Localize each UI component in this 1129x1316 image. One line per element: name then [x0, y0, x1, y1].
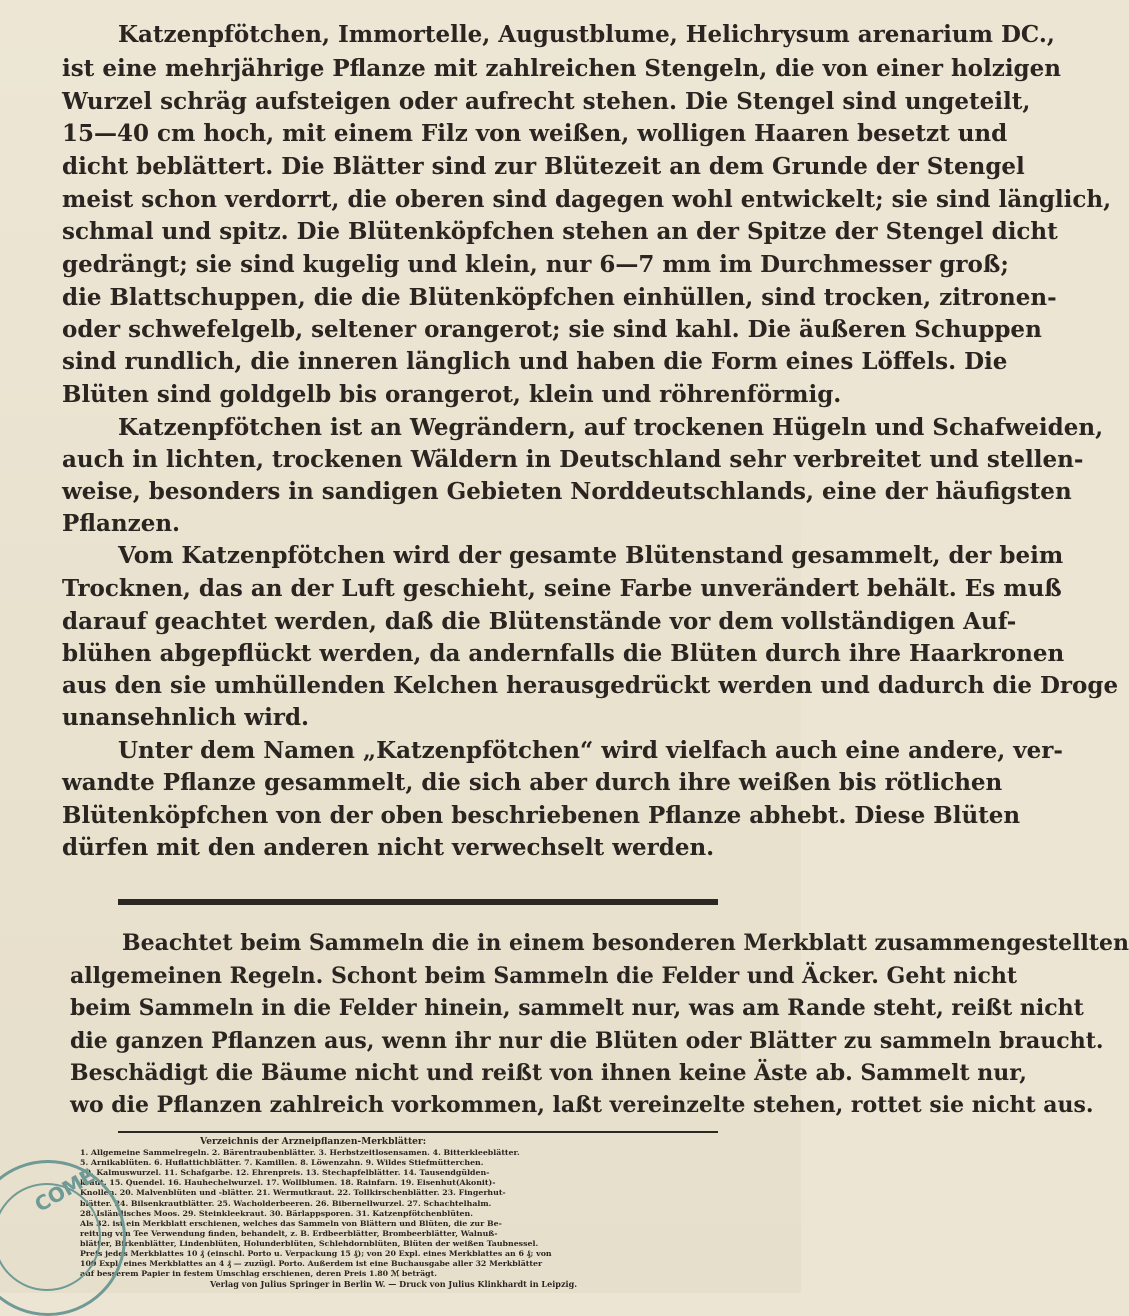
- text-line: darauf geachtet werden, daß die Blütenstände vor dem vollständigen Auf-: [62, 608, 1017, 635]
- text-line: dicht beblättert. Die Blätter sind zur Blütezeit an dem Grunde der Stengel: [62, 153, 1025, 180]
- text-line: wo die Pflanzen zahlreich vorkommen, laßt vereinzelte stehen, rottet sie nicht aus.: [70, 1092, 1094, 1118]
- index-line: kraut. 15. Quendel. 16. Hauhechelwurzel. 17. Wollblumen. 18. Rainfarn. 19. Eisenhut(Akonit)-: [80, 1178, 496, 1188]
- index-line: 28. Isländisches Moos. 29. Steinkleekraut. 30. Bärlappsporen. 31. Katzenpfötchenblüten.: [80, 1208, 473, 1218]
- text-line: Pflanzen.: [62, 510, 181, 537]
- index-line: 1. Allgemeine Sammelregeln. 2. Bärentraubenblätter. 3. Herbstzeitlosensamen. 4. Bitterkleeblätter.: [80, 1148, 520, 1158]
- text-line: schmal und spitz. Die Blütenköpfchen stehen an der Spitze der Stengel dicht: [62, 218, 1058, 245]
- text-line: allgemeinen Regeln. Schont beim Sammeln die Felder und Äcker. Geht nicht: [70, 963, 1018, 989]
- text-line: Blütenköpfchen von der oben beschriebenen Pflanze abhebt. Diese Blüten: [62, 802, 1021, 829]
- index-line: auf besserem Papier in festem Umschlag erschienen, deren Preis 1.80 ℳ beträgt.: [80, 1269, 437, 1279]
- index-line: blätter, Birkenblätter, Lindenblüten, Holunderblüten, Schlehdornblüten, Blüten der weißen Taubnessel.: [80, 1239, 539, 1248]
- text-line: Katzenpfötchen, Immortelle, Augustblume, Helichrysum arenarium DC.,: [118, 21, 1055, 48]
- text-line: dürfen mit den anderen nicht verwechselt werden.: [62, 834, 715, 861]
- text-line: blühen abgepflückt werden, da andernfalls die Blüten durch ihre Haarkronen: [62, 640, 1065, 667]
- divider-thin: [118, 1131, 718, 1133]
- index-line: Als 32. ist ein Merkblatt erschienen, welches das Sammeln von Blättern und Blüten, die zur Be-: [80, 1218, 502, 1228]
- index-line: 100 Expl. eines Merkblattes an 4 ₰ — zuzügl. Porto. Außerdem ist eine Buchausgabe aller 32 Merkblätter: [80, 1259, 543, 1269]
- publisher-line: Verlag von Julius Springer in Berlin W. — Druck von Julius Klinkhardt in Leipzig.: [210, 1279, 578, 1290]
- index-line: reitung von Tee Verwendung finden, behandelt, z. B. Erdbeerblätter, Brombeerblätter, Walnuß-: [80, 1228, 498, 1238]
- text-line: Trocknen, das an der Luft geschieht, seine Farbe unverändert behält. Es muß: [62, 575, 1062, 602]
- text-line: 15—40 cm hoch, mit einem Filz von weißen, wolligen Haaren besetzt und: [62, 120, 1008, 147]
- text-line: Unter dem Namen „Katzenpfötchen“ wird vielfach auch eine andere, ver-: [118, 737, 1063, 764]
- text-line: Vom Katzenpfötchen wird der gesamte Blütenstand gesammelt, der beim: [118, 542, 1064, 569]
- text-line: Blüten sind goldgelb bis orangerot, klein und röhrenförmig.: [62, 381, 842, 408]
- index-line: 5. Arnikablüten. 6. Huflattichblätter. 7. Kamillen. 8. Löwenzahn. 9. Wildes Stiefmütterchen.: [80, 1158, 484, 1168]
- index-line: 10. Kalmuswurzel. 11. Schafgarbe. 12. Ehrenpreis. 13. Stechapfelblätter. 14. Tausendgülden-: [80, 1168, 490, 1178]
- text-line: Wurzel schräg aufsteigen oder aufrecht stehen. Die Stengel sind ungeteilt,: [62, 88, 1031, 115]
- text-line: auch in lichten, trockenen Wäldern in Deutschland sehr verbreitet und stellen-: [62, 446, 1084, 473]
- text-line: meist schon verdorrt, die oberen sind dagegen wohl entwickelt; sie sind länglich,: [62, 186, 1112, 213]
- text-line: die ganzen Pflanzen aus, wenn ihr nur die Blüten oder Blätter zu sammeln braucht.: [70, 1028, 1104, 1054]
- text-line: wandte Pflanze gesammelt, die sich aber durch ihre weißen bis rötlichen: [62, 769, 1003, 796]
- index-line: blätter. 24. Bilsenkrautblätter. 25. Wacholderbeeren. 26. Bibernellwurzel. 27. Schachtelhalm.: [80, 1198, 492, 1208]
- text-line: ist eine mehrjährige Pflanze mit zahlreichen Stengeln, die von einer holzigen: [62, 55, 1061, 82]
- text-line: Beachtet beim Sammeln die in einem besonderen Merkblatt zusammengestellten: [122, 930, 1129, 956]
- text-line: die Blattschuppen, die die Blütenköpfchen einhüllen, sind trocken, zitronen-: [62, 284, 1057, 311]
- index-line: Knollen. 20. Malvenblüten und -blätter. 21. Wermutkraut. 22. Tollkirschenblätter. 23. Fingerhut-: [80, 1188, 506, 1198]
- text-line: unansehnlich wird.: [62, 704, 310, 731]
- divider-thick: [118, 899, 718, 905]
- text-line: sind rundlich, die inneren länglich und haben die Form eines Löffels. Die: [62, 348, 1008, 375]
- stamp-text: COME: [30, 1163, 99, 1217]
- index-title: Verzeichnis der Arzneipflanzen-Merkblätter:: [200, 1136, 427, 1147]
- text-line: weise, besonders in sandigen Gebieten Norddeutschlands, eine der häufigsten: [62, 478, 1072, 505]
- text-line: Beschädigt die Bäume nicht und reißt von ihnen keine Äste ab. Sammelt nur,: [70, 1060, 1027, 1086]
- text-line: aus den sie umhüllenden Kelchen herausgedrückt werden und dadurch die Droge: [62, 672, 1119, 699]
- text-line: oder schwefelgelb, seltener orangerot; sie sind kahl. Die äußeren Schuppen: [62, 316, 1042, 343]
- text-line: gedrängt; sie sind kugelig und klein, nur 6—7 mm im Durchmesser groß;: [62, 251, 1009, 278]
- text-line: beim Sammeln in die Felder hinein, sammelt nur, was am Rande steht, reißt nicht: [70, 995, 1084, 1021]
- text-line: Katzenpfötchen ist an Wegrändern, auf trockenen Hügeln und Schafweiden,: [118, 414, 1104, 441]
- index-line: Preis jedes Merkblattes 10 ₰ (einschl. Porto u. Verpackung 15 ₰); von 20 Expl. eines Merkblattes an 6 ₰; von: [80, 1249, 552, 1259]
